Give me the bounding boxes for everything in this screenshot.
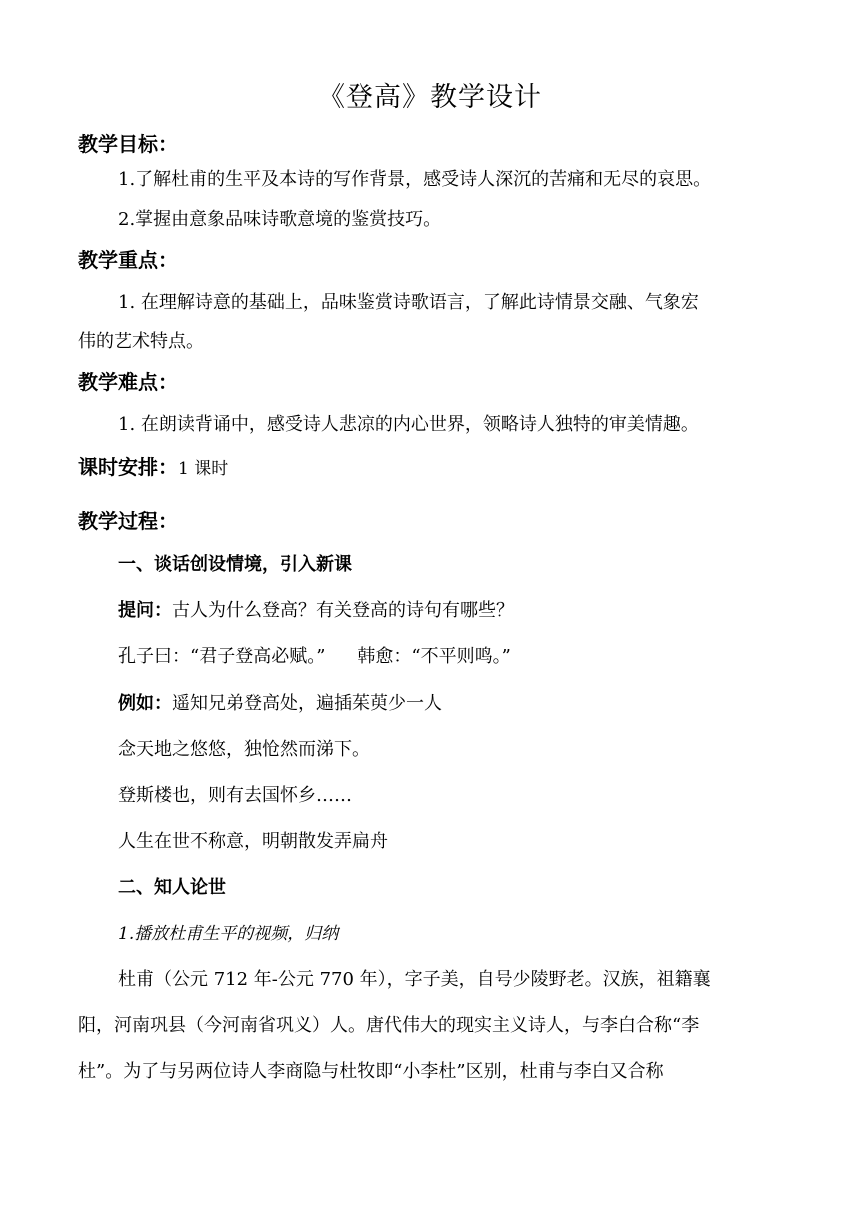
verse-line-4: 人生在世不称意，明朝散发弄扁舟 [118,831,388,852]
objectives-heading: 教学目标： [78,132,178,156]
document-title: 《登高》教学设计 [318,82,542,113]
schedule-line [78,451,228,485]
bio-paragraph-line-3: 杜”。为了与另两位诗人李商隐与杜牧即“小李杜”区别，杜甫与李白又合称 [78,1061,664,1082]
schedule-value: 1 课时 [178,459,229,479]
quote-confucius: 孔子曰：“君子登高必赋。” [118,646,326,667]
bio-paragraph-line-1: 杜甫（公元 712 年-公元 770 年），字子美，自号少陵野老。汉族，祖籍襄 [118,969,711,990]
key-point-line-1: 1. 在理解诗意的基础上，品味鉴赏诗歌语言，了解此诗情景交融、气象宏 [118,292,699,313]
difficulty-line-1: 1. 在朗读背诵中，感受诗人悲凉的内心世界，领略诗人独特的审美情趣。 [118,414,699,435]
verse-line-2: 念天地之悠悠，独怆然而涕下。 [118,739,370,760]
question-label: 提问： [118,600,172,621]
quotes-line [118,642,511,672]
section-2-item-1: 1.播放杜甫生平的视频，归纳 [118,924,339,944]
example-text: 遥知兄弟登高处，遍插茱萸少一人 [172,693,442,714]
question-text: 古人为什么登高？有关登高的诗句有哪些？ [172,600,514,621]
quote-hanyu: 韩愈：“不平则鸣。” [357,646,511,667]
example-label: 例如： [118,693,172,714]
key-points-heading: 教学重点： [78,248,178,272]
section-1-title: 一、谈话创设情境，引入新课 [118,554,352,575]
schedule-heading: 课时安排： [78,455,178,479]
bio-paragraph-line-2: 阳，河南巩县（今河南省巩义）人。唐代伟大的现实主义诗人，与李白合称“李 [78,1015,700,1036]
key-point-line-2: 伟的艺术特点。 [78,331,204,352]
section-2-title: 二、知人论世 [118,877,226,898]
question-line [118,596,514,626]
verse-line-3: 登斯楼也，则有去国怀乡…… [118,785,352,806]
difficulties-heading: 教学难点： [78,370,178,394]
process-heading: 教学过程： [78,509,178,533]
objective-item-1: 1.了解杜甫的生平及本诗的写作背景，感受诗人深沉的苦痛和无尽的哀思。 [118,169,712,190]
example-line [118,689,442,719]
objective-item-2: 2.掌握由意象品味诗歌意境的鉴赏技巧。 [118,209,442,230]
